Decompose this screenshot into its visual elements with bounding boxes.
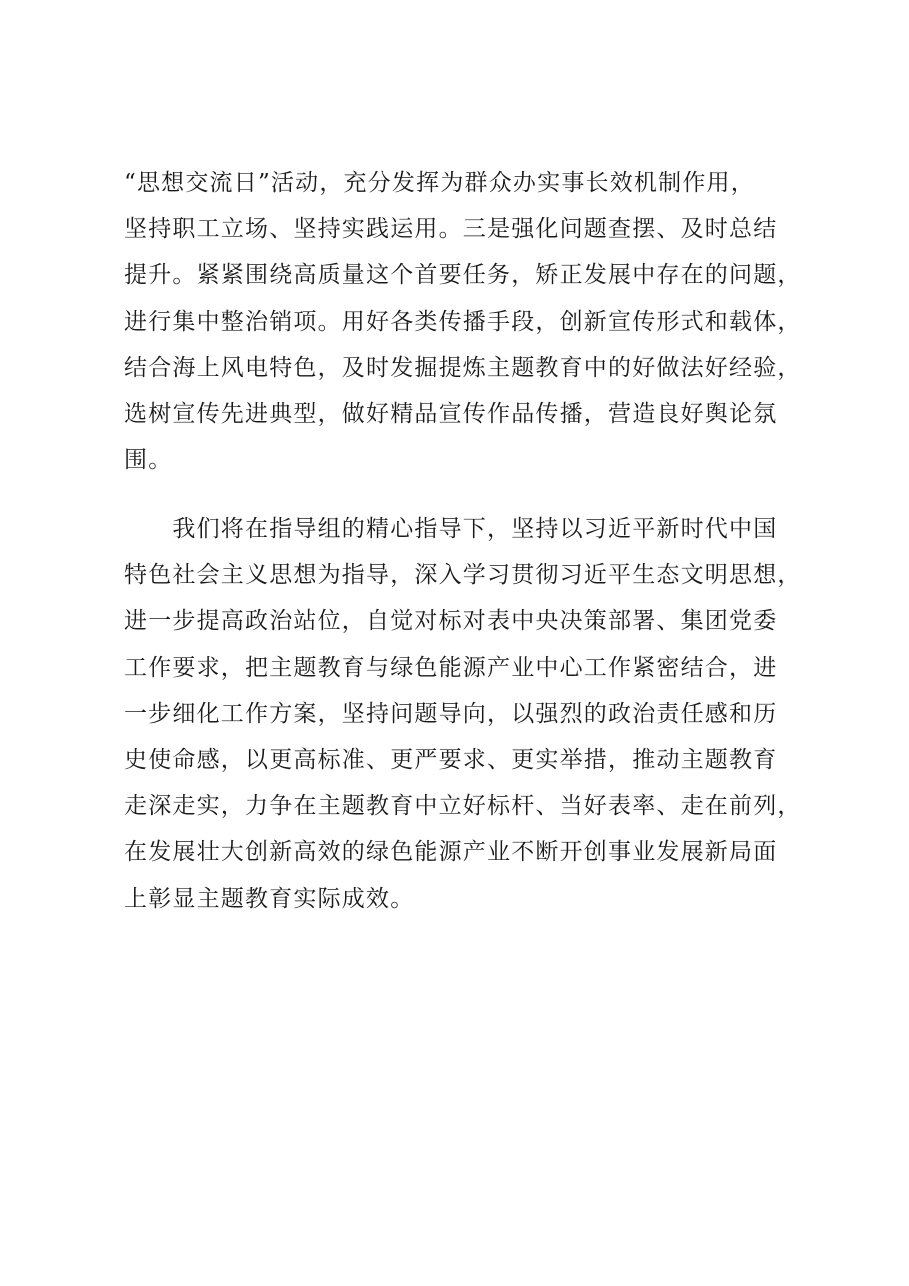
text-line: 进一步提高政治站位，自觉对标对表中央决策部署、集团党委 <box>124 608 778 635</box>
text-line: 结合海上风电特色，及时发掘提炼主题教育中的好做法好经验， <box>124 354 802 381</box>
text-line: 一步细化工作方案，坚持问题导向，以强烈的政治责任感和历 <box>124 700 778 727</box>
paragraph-conclusion <box>124 506 824 922</box>
text-line: 工作要求，把主题教育与绿色能源产业中心工作紧密结合，进 <box>124 654 778 681</box>
text-line: 特色社会主义思想为指导，深入学习贯彻习近平生态文明思想， <box>124 562 802 589</box>
text-line: 提升。紧紧围绕高质量这个首要任务，矫正发展中存在的问题， <box>124 262 802 289</box>
paragraph-continuation <box>124 160 824 483</box>
text-line: 上彰显主题教育实际成效。 <box>124 885 415 912</box>
text-line: 我们将在指导组的精心指导下，坚持以习近平新时代中国 <box>124 516 778 542</box>
text-line: 进行集中整治销项。用好各类传播手段，创新宣传形式和载体， <box>124 308 802 335</box>
text-line: 走深走实，力争在主题教育中立好标杆、当好表率、走在前列， <box>124 793 802 820</box>
text-line: “思想交流日”活动，充分发挥为群众办实事长效机制作用， <box>124 170 755 196</box>
text-line: 围。 <box>124 447 173 474</box>
text-line: 史使命感，以更高标准、更严要求、更实举措，推动主题教育 <box>124 746 778 773</box>
text-line: 在发展壮大创新高效的绿色能源产业不断开创事业发展新局面 <box>124 839 778 866</box>
text-line: 坚持职工立场、坚持实践运用。三是强化问题查摆、及时总结 <box>124 216 778 243</box>
text-line: 选树宣传先进典型，做好精品宣传作品传播，营造良好舆论氛 <box>124 400 778 427</box>
